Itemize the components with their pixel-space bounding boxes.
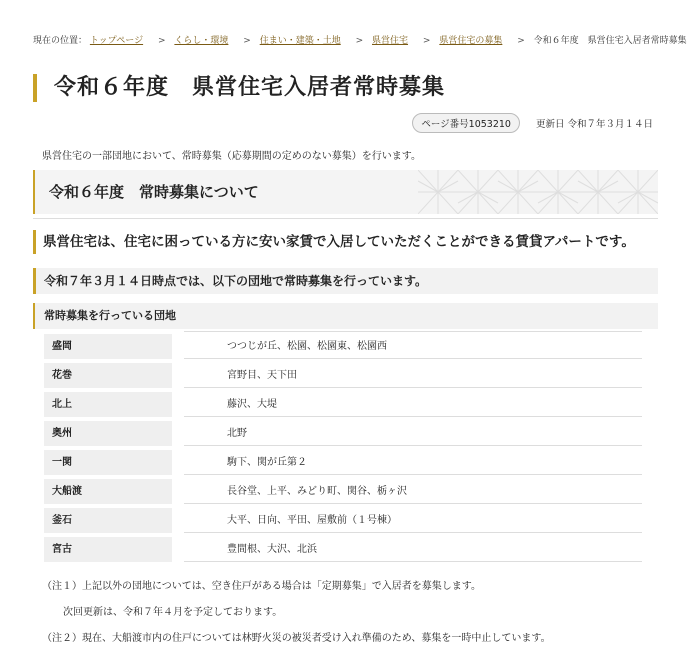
areas-cell: 駒下、関が丘第２ [184,450,642,475]
breadcrumb-link-life[interactable]: くらし・環境 [174,36,229,46]
city-cell: 一関 [44,450,172,475]
table-row [44,421,642,446]
city-cell: 奥州 [44,421,172,446]
city-cell: 大船渡 [44,479,172,504]
page-id-badge: ページ番号1053210 [412,113,520,133]
table-row [44,392,642,417]
asanoha-pattern-icon [418,170,658,214]
table-row [44,479,642,504]
table-row [44,334,642,359]
lead-text: 県営住宅は、住宅に困っている方に安い家賃で入居していただくことができる賃貸アパートです。 [33,230,658,254]
notice-heading: 令和７年３月１４日時点では、以下の団地で常時募集を行っています。 [33,268,658,294]
table-heading: 常時募集を行っている団地 [33,303,658,329]
areas-cell: 長谷堂、上平、みどり町、関谷、栃ヶ沢 [184,479,642,504]
areas-cell: 宮野目、天下田 [184,363,642,388]
breadcrumb-link-prefectural-housing[interactable]: 県営住宅 [372,36,409,46]
intro-text: 県営住宅の一部団地において、常時募集（応募期間の定めのない募集）を行います。 [42,151,421,162]
breadcrumb-link-recruitment[interactable]: 県営住宅の募集 [439,36,503,46]
table-row [44,537,642,562]
city-cell: 釜石 [44,508,172,533]
table-row [44,508,642,533]
row-divider [184,331,642,332]
city-cell: 北上 [44,392,172,417]
updated-date: 更新日 令和７年３月１４日 [535,119,653,130]
note-2: （注２）現在、大船渡市内の住戸については林野火災の被災者受け入れ準備のため、募集を一時中止しています。 [42,633,551,644]
city-cell: 宮古 [44,537,172,562]
table-row [44,363,642,388]
note-1-followup: 次回更新は、令和７年４月を予定しております。 [63,607,283,618]
breadcrumb-link-top[interactable]: トップページ [89,36,144,46]
section-divider [33,218,658,219]
breadcrumb-separator: > [355,36,364,46]
areas-cell: 北野 [184,421,642,446]
note-1: （注１）上記以外の団地については、空き住戸がある場合は「定期募集」で入居者を募集します。 [42,581,481,592]
city-cell: 花巻 [44,363,172,388]
page-meta [412,113,653,133]
areas-cell: 藤沢、大堤 [184,392,642,417]
areas-cell: 豊間根、大沢、北浜 [184,537,642,562]
breadcrumb [33,33,687,46]
breadcrumb-separator: > [157,36,166,46]
areas-cell: つつじが丘、松園、松園東、松園西 [184,334,642,359]
housing-table [44,334,642,566]
areas-cell: 大平、日向、平田、屋敷前（１号棟） [184,508,642,533]
breadcrumb-separator: > [243,36,251,46]
page-title: 令和６年度 県営住宅入居者常時募集 [33,74,445,102]
section-heading [33,170,658,214]
breadcrumb-current: 令和６年度 県営住宅入居者常時募集 [533,36,687,46]
breadcrumb-prefix: 現在の位置： [33,36,88,46]
breadcrumb-link-housing[interactable]: 住まい・建築・土地 [259,36,341,46]
section-title: 令和６年度 常時募集について [49,183,259,201]
notes [42,580,551,658]
breadcrumb-separator: > [517,36,525,46]
table-row [44,450,642,475]
breadcrumb-separator: > [422,36,431,46]
city-cell: 盛岡 [44,334,172,359]
